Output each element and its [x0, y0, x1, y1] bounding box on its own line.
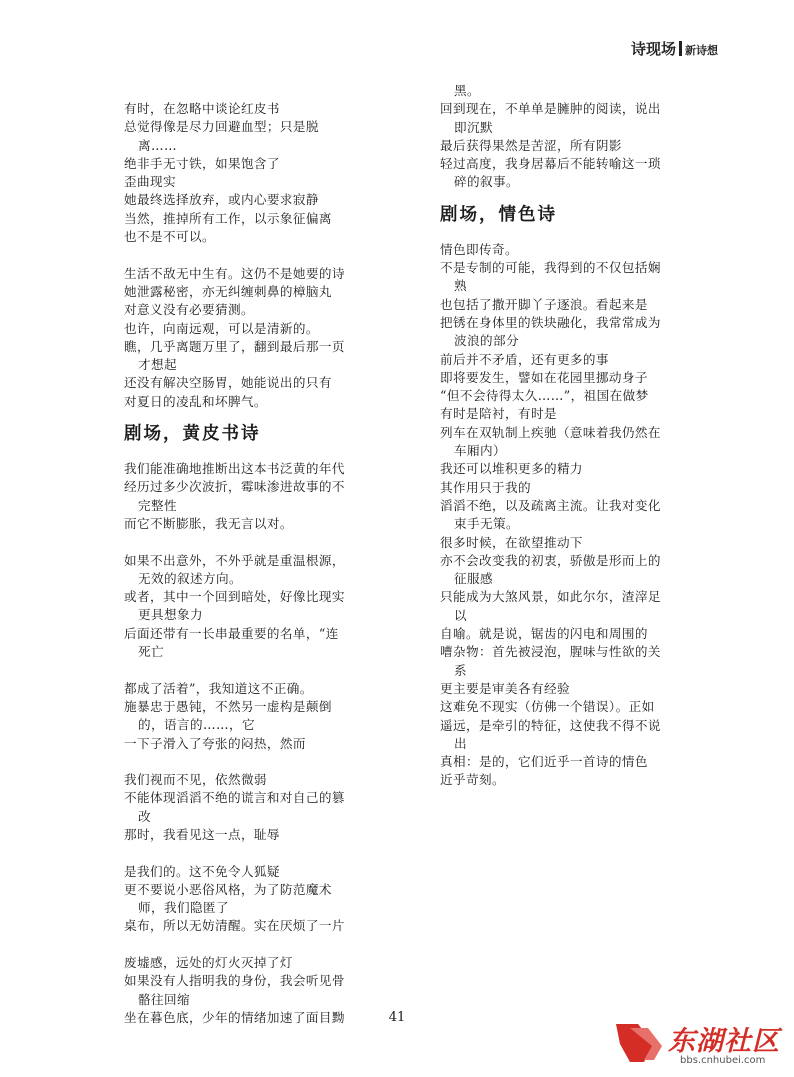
poem-line: 她泄露秘密，亦无纠缠刺鼻的樟脑丸: [124, 283, 332, 299]
watermark-logo-icon: [614, 1020, 664, 1066]
stanza-break: [124, 533, 386, 551]
poem-line-continuation: 的，语言的……，它: [138, 717, 255, 733]
poem-line: 这难免不现实（仿佛一个错误）。正如: [440, 699, 655, 715]
poem-line: 把锈在身体里的铁块融化，我常常成为: [440, 314, 661, 330]
poem-line: 回到现在，不单单是臃肿的阅读，说出: [440, 101, 661, 117]
poem-line: 如果没有人指明我的身份，我会听见骨: [124, 973, 345, 989]
poem-line: 有时，在忽略中谈论红皮书: [124, 101, 280, 116]
poem-line: 桌布，所以无妨清醒。实在厌烦了一片: [124, 918, 345, 934]
poem-line-continuation: 改: [138, 808, 151, 824]
poem-line: 总觉得像是尽力回避血型；只是脱: [124, 119, 319, 135]
poem-line-continuation: 熟: [454, 278, 467, 294]
poem-line: 坐在暮色底，少年的情绪加速了面目黝: [124, 1009, 345, 1025]
poem-line: 还没有解决空肠胃，她能说出的只有: [124, 375, 332, 391]
poem-line: 不能体现滔滔不绝的谎言和对自己的篡: [124, 790, 345, 806]
poem-line-continuation: 师，我们隐匿了: [138, 900, 229, 916]
poem-title: 剧场，情色诗: [440, 204, 557, 225]
poem-line: 很多时候，在欲望推动下: [440, 534, 583, 550]
poem-line: 前后并不矛盾，还有更多的事: [440, 351, 609, 367]
poem-line: “但不会待得太久……”，祖国在做梦: [440, 388, 649, 404]
stanza-break: [124, 844, 386, 862]
poem-line: 她最终选择放弃，或内心要求寂静: [124, 192, 319, 208]
poem-line-continuation: 即沉默: [454, 119, 493, 135]
poem-line: 只能成为大煞风景，如此尔尔，渣滓足: [440, 589, 661, 605]
poem-line: 最后获得果然是苦涩，所有阴影: [440, 137, 622, 153]
poem-line: 也包括了撒开脚丫子逐浪。看起来是: [440, 296, 648, 312]
poem-line: 一下子滑入了夸张的闷热，然而: [124, 735, 306, 751]
header-divider: [679, 41, 682, 56]
poem-line: 我们能准确地推断出这本书泛黄的年代: [124, 461, 345, 477]
poem-line-continuation: 离……: [138, 137, 177, 153]
stanza-break: [124, 661, 386, 679]
poem-line-continuation: 才想起: [138, 357, 177, 373]
poem-line-continuation: 更具想象力: [138, 607, 203, 623]
poem-line: 更不要说小恶俗风格，为了防范魔术: [124, 881, 332, 897]
poem-line: 不是专制的可能，我得到的不仅包括娴: [440, 260, 661, 276]
poem-line: 生活不敌无中生有。这仍不是她要的诗: [124, 265, 345, 281]
poem-line-continuation: 出: [454, 735, 467, 751]
page-number: 41: [388, 1010, 406, 1025]
poem-line: 当然，推掉所有工作，以示象征偏离: [124, 210, 332, 226]
site-watermark: [610, 1017, 790, 1073]
poem-line: 歪曲现实: [124, 174, 176, 190]
poem-title: 剧场，黄皮书诗: [124, 424, 261, 445]
poem-line: 对意义没有必要猜测。: [124, 302, 254, 318]
poem-line-continuation: 征服感: [454, 571, 493, 587]
watermark-url: bbs.cnhubei.com: [680, 1055, 766, 1066]
poem-line-continuation: 车厢内）: [454, 443, 506, 459]
poem-line: 施暴忠于愚钝，不然另一虚构是颠倒: [124, 698, 332, 714]
poem-line-continuation: 无效的叙述方向。: [138, 570, 242, 586]
poem-line: 我们视而不见，依然微弱: [124, 772, 267, 788]
poem-line: 有时是陪衬，有时是: [440, 406, 557, 422]
poem-line: 瞧，几乎离题万里了，翻到最后那一页: [124, 338, 345, 354]
poem-line: 而它不断膨胀，我无言以对。: [124, 515, 293, 531]
poem-line: 都成了活着”，我知道这不正确。: [124, 680, 313, 696]
watermark-name: 东湖社区: [668, 1026, 780, 1057]
poem-line: 嘈杂物：首先被浸泡，腥味与性欲的关: [440, 644, 661, 660]
poem-line: 那时，我看见这一点，耻辱: [124, 826, 280, 842]
poem-line: 自喻。就是说，锯齿的闪电和周围的: [440, 626, 648, 642]
poem-line-continuation: 波浪的部分: [454, 333, 519, 349]
poem-line: 是我们的。这不免令人狐疑: [124, 863, 280, 879]
poem-line: 近乎苛刻。: [440, 772, 505, 788]
poem-line-continuation: 系: [454, 662, 467, 678]
stanza-break: [124, 246, 386, 264]
poem-line: 更主要是审美各有经验: [440, 680, 570, 696]
poem-line: 轻过高度，我身居幕后不能转喻这一琐: [440, 156, 661, 172]
poem-line: 情色即传奇。: [440, 241, 518, 257]
poem-line-continuation: 骼往回缩: [138, 991, 190, 1007]
poem-line-continuation: 以: [454, 607, 467, 623]
poem-line: 或者，其中一个回到暗处，好像比现实: [124, 589, 345, 605]
poem-line: 也许，向南远观，可以是清新的。: [124, 320, 319, 336]
poem-line: 对夏日的凌乱和坏脾气。: [124, 393, 267, 409]
poem-line: 经历过多少次波折，霉味渗进故事的不: [124, 479, 345, 495]
poem-line: 真相：是的，它们近乎一首诗的情色: [440, 754, 648, 770]
stanza-break: [124, 936, 386, 954]
left-text-column: [124, 100, 386, 1027]
poem-line-continuation: 碎的叙事。: [454, 174, 519, 190]
poem-line-continuation: 黑。: [454, 83, 480, 98]
poem-line: 遥远，是牵引的特征，这使我不得不说: [440, 717, 661, 733]
stanza-break: [124, 753, 386, 771]
poem-line: 我还可以堆积更多的精力: [440, 461, 583, 477]
poem-line: 亦不会改变我的初衷，骄傲是形而上的: [440, 552, 661, 568]
poem-line: 绝非手无寸铁，如果饱含了: [124, 155, 280, 171]
poem-line: 列车在双轨制上疾驰（意味着我仍然在: [440, 424, 661, 440]
poem-line: 如果不出意外，不外乎就是重温根源，: [124, 552, 345, 568]
poem-line-continuation: 完整性: [138, 497, 177, 513]
poem-line-continuation: 死亡: [138, 644, 164, 660]
poem-line-continuation: 束手无策。: [454, 516, 519, 532]
poem-line: 后面还带有一长串最重要的名单，“连: [124, 625, 339, 641]
poem-line: 废墟感，远处的灯火灭掉了灯: [124, 955, 293, 971]
poem-line: 滔滔不绝，以及疏离主流。让我对变化: [440, 497, 661, 513]
poem-line: 也不是不可以。: [124, 229, 215, 245]
poem-line: 即将要发生，譬如在花园里挪动身子: [440, 369, 648, 385]
right-text-column: [440, 82, 702, 790]
section-subtitle: 新诗想: [685, 44, 718, 57]
poem-line: 其作用只于我的: [440, 479, 531, 495]
section-title: 诗现场: [630, 40, 676, 58]
page-header: [631, 38, 718, 59]
